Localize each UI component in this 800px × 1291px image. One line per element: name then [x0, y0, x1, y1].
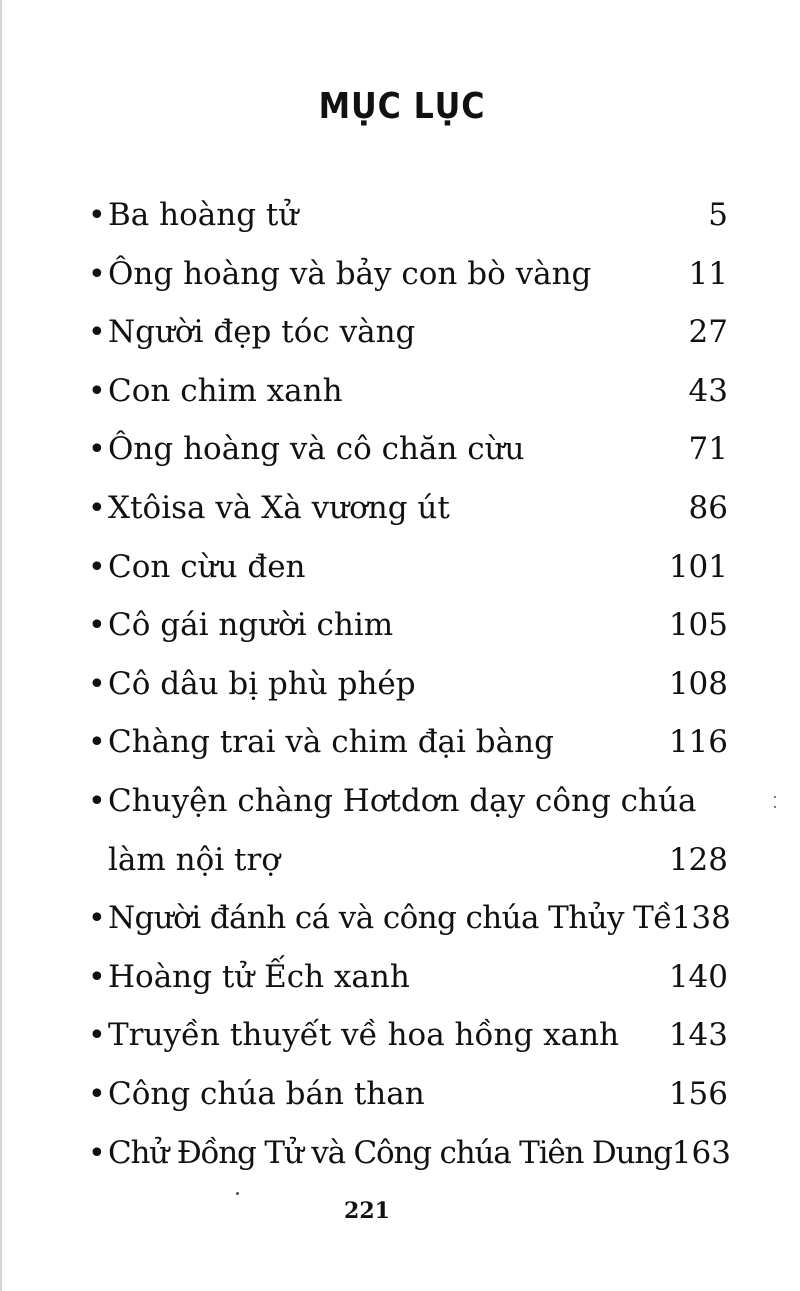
toc-entry [88, 772, 728, 831]
bullet: • [88, 256, 106, 292]
toc-entry [88, 538, 728, 597]
toc-entry [88, 303, 728, 362]
entry-page: 138 [671, 900, 731, 937]
toc-entry [88, 713, 728, 772]
bullet: • [88, 608, 106, 644]
entry-page: 101 [668, 548, 728, 585]
scan-speck [774, 806, 776, 808]
entry-title: Cô gái người chim [108, 607, 394, 644]
bullet: • [88, 198, 106, 233]
toc-entry [88, 479, 728, 538]
toc-entry [88, 186, 728, 245]
bullet: • [88, 1135, 106, 1171]
page-title: MỤC LỤC [318, 86, 486, 127]
entry-title: Cô dâu bị phù phép [108, 665, 416, 702]
bullet: • [88, 315, 106, 351]
toc-entry [88, 1124, 731, 1183]
entry-page: 43 [688, 372, 728, 409]
entry-page: 27 [688, 314, 728, 351]
bullet: • [88, 432, 106, 468]
entry-title: Truyền thuyết về hoa hồng xanh [108, 1017, 620, 1054]
toc-entry [88, 1065, 728, 1124]
bullet: • [88, 490, 106, 526]
entry-title: Hoàng tử Ếch xanh [108, 958, 410, 995]
bullet: • [88, 666, 106, 702]
bullet: • [88, 373, 106, 409]
bullet: • [88, 1018, 106, 1054]
entry-page: 140 [668, 958, 728, 995]
bullet: • [88, 959, 106, 995]
scan-speck [774, 796, 776, 798]
scan-speck [236, 1192, 239, 1195]
entry-title: Con chim xanh [108, 372, 343, 409]
toc-entry [88, 948, 728, 1007]
toc-entry [88, 245, 728, 304]
entry-page: 105 [668, 607, 728, 644]
entry-page: 163 [671, 1134, 731, 1171]
bullet: • [88, 725, 106, 761]
bullet: • [88, 549, 106, 585]
entry-title: Ba hoàng tử [108, 197, 299, 233]
toc-entry [88, 362, 728, 421]
bullet: • [88, 901, 106, 937]
entry-page: 128 [668, 841, 728, 878]
toc-entry [88, 596, 728, 655]
entry-title: Ông hoàng và bảy con bò vàng [108, 255, 592, 292]
toc-entry [88, 889, 731, 948]
entry-title: Chàng trai và chim đại bàng [108, 724, 554, 761]
entry-title: Công chúa bán than [108, 1075, 425, 1112]
entry-page: 11 [688, 255, 728, 292]
entry-page: 86 [688, 489, 728, 526]
page-number: 221 [344, 1198, 390, 1224]
entry-page: 108 [668, 665, 728, 702]
entry-title: Con cừu đen [108, 548, 306, 585]
toc-entry-continuation [88, 831, 728, 890]
table-of-contents [88, 186, 731, 1182]
entry-title: Người đánh cá và công chúa Thủy Tề [108, 900, 672, 937]
entry-title: Người đẹp tóc vàng [108, 314, 416, 351]
entry-page: 143 [668, 1017, 728, 1054]
entry-page: 71 [688, 431, 728, 468]
entry-page: 116 [668, 724, 728, 761]
entry-title: Ông hoàng và cô chăn cừu [108, 431, 525, 468]
entry-title: Chử Đồng Tử và Công chúa Tiên Dung [108, 1134, 672, 1171]
entry-title: Xtôisa và Xà vương út [108, 489, 450, 526]
toc-entry [88, 1006, 728, 1065]
entry-page: 156 [668, 1075, 728, 1112]
entry-title-continued: làm nội trợ [108, 841, 280, 878]
toc-entry [88, 420, 728, 479]
bullet: • [88, 1076, 106, 1112]
toc-entry [88, 655, 728, 714]
entry-title: Chuyện chàng Hơtdơn dạy công chúa [108, 782, 697, 819]
entry-page: 5 [708, 197, 728, 233]
bullet: • [88, 783, 106, 819]
